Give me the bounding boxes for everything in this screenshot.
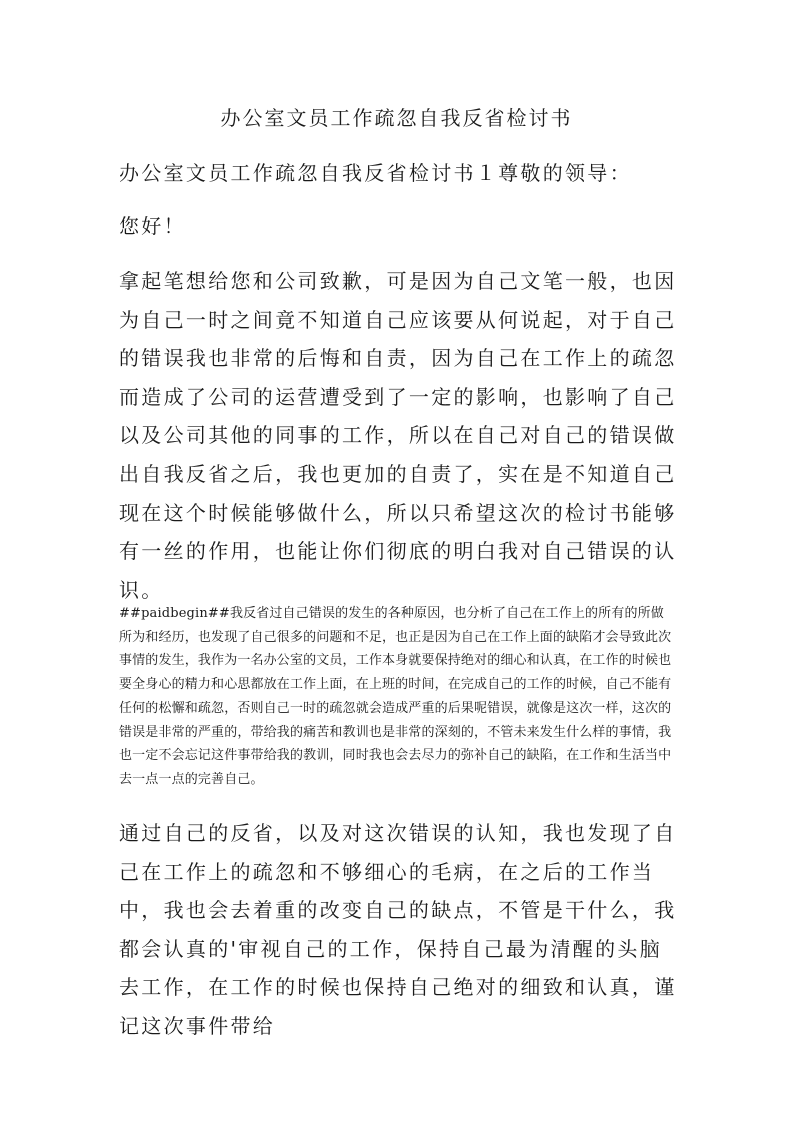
body-paragraph-paid: ##paidbegin##我反省过自己错误的发生的各种原因，也分析了自己在工作上的所有的所做所为和经历，也发现了自己很多的问题和不足，也正是因为自己在工作上面的缺陷才会导致此次事情的发生，我作为一名办公室的文员，工作本身就要保持绝对的细心和认真，在工作的时候也要全身心的精力和心思都放在工作上面，在上班的时间，在完成自己的工作的时候，自己不能有任何的松懈和疏忽，否则自己一时的疏忽就会造成严重的后果呢错误，就像是这次一样，这次的错误是非常的严重的，带给我的痛苦和教训也是非常的深刻的，不管未来发生什么样的事情，我也一定不会忘记这件事带给我的教训，同时我也会去尽力的弥补自己的缺陷，在工作和生活当中去一点一点的完善自己。 xyxy=(119,606,672,787)
greeting: 您好！ xyxy=(119,214,186,238)
document-title: 办公室文员工作疏忽自我反省检讨书 xyxy=(220,106,573,130)
salutation-line: 办公室文员工作疏忽自我反省检讨书１尊敬的领导： xyxy=(119,161,632,185)
body-paragraph-2: 通过自己的反省，以及对这次错误的认知，我也发现了自己在工作上的疏忽和不够细心的毛病，在之后的工作当中，我也会去着重的改变自己的缺点，不管是干什么，我都会认真的'审视自己的工作，保持自己最为清醒的头脑去工作，在工作的时候也保持自己绝对的细致和认真，谨记这次事件带给 xyxy=(119,821,677,1038)
body-paragraph-1: 拿起笔想给您和公司致歉，可是因为自己文笔一般，也因为自己一时之间竟不知道自己应该要从何说起，对于自己的错误我也非常的后悔和自责，因为自己在工作上的疏忽而造成了公司的运营遭受到了一定的影响，也影响了自己以及公司其他的同事的工作，所以在自己对自己的错误做出自我反省之后，我也更加的自责了，实在是不知道自己现在这个时候能够做什么，所以只希望这次的检讨书能够有一丝的作用，也能让你们彻底的明白我对自己错误的认识。 xyxy=(119,269,677,602)
